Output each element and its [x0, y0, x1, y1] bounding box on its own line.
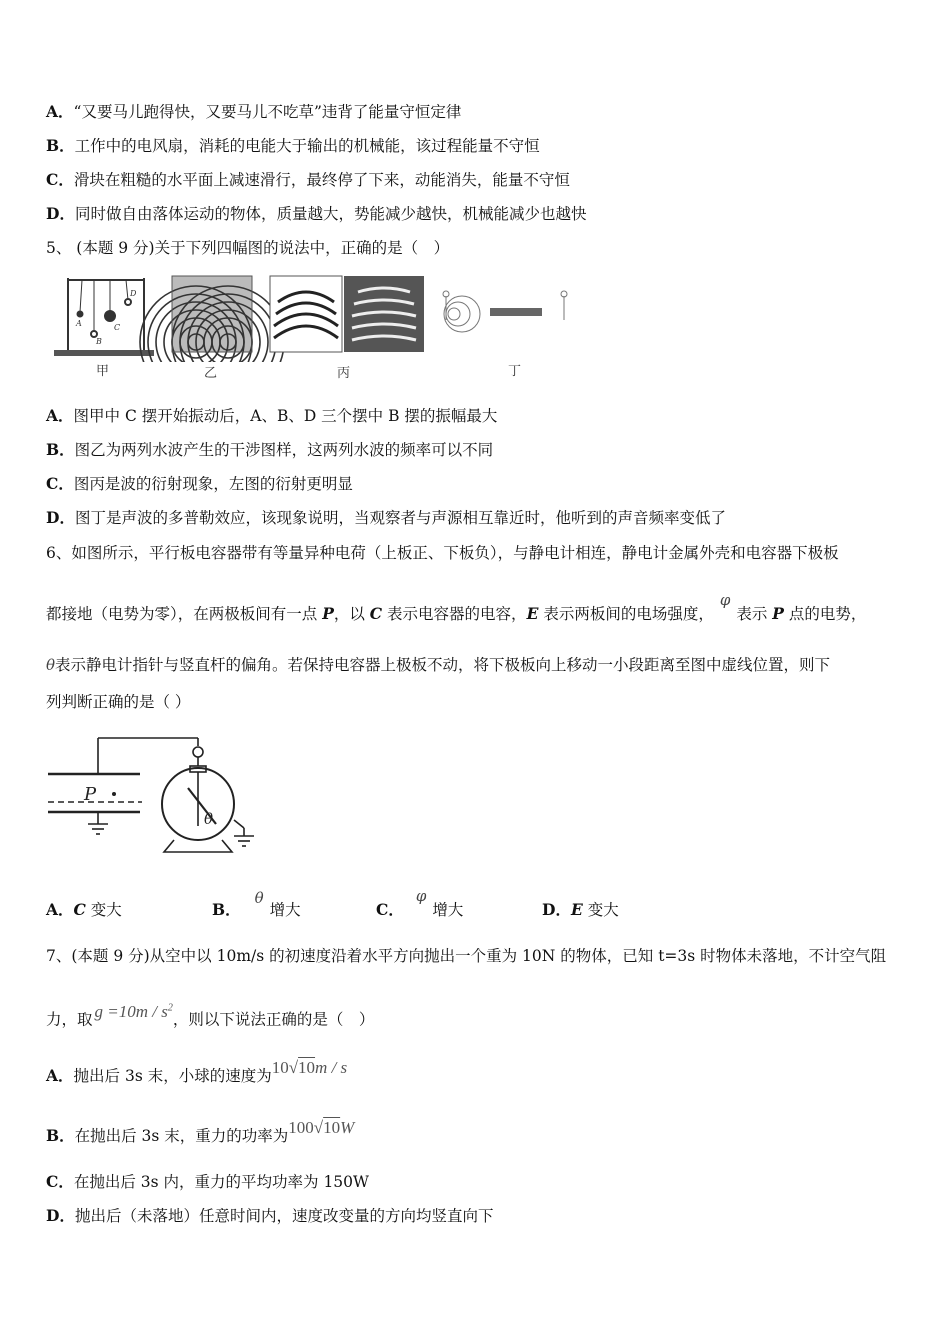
figure-bing-diffraction: [270, 276, 424, 352]
option-letter: A．: [46, 900, 74, 919]
q5-option-d: [46, 508, 726, 528]
option-letter: B．: [46, 1126, 75, 1145]
option-text: 图甲中 C 摆开始振动后，A、B、D 三个摆中 B 摆的振幅最大: [73, 407, 498, 425]
text: 点的电势，: [783, 605, 867, 623]
option-letter: B．: [212, 900, 241, 919]
q4-option-a: [46, 102, 461, 122]
q7-option-d: [46, 1206, 493, 1226]
option-text: 滑块在粗糙的水平面上减速滑行，最终停了下来，动能消失，能量不守恒: [73, 171, 570, 189]
option-math: 10√10m / s: [271, 1058, 348, 1077]
radicand: 10: [323, 1118, 341, 1137]
option-var: θ: [254, 889, 264, 907]
option-text: 在抛出后 3s 内，重力的平均功率为 150W: [73, 1173, 369, 1191]
q7-stem-line1: 7、(本题 9 分)从空中以 10m/s 的初速度沿着水平方向抛出一个重为 10N 的物体，已知 t=3s 时物体未落地，不计空气阻: [46, 947, 887, 965]
q7-option-c: [46, 1172, 369, 1192]
figure-jia-pendulums: [54, 278, 154, 356]
q6-option-a: [46, 898, 122, 920]
text: ，以: [333, 605, 370, 623]
option-letter: C．: [46, 1172, 74, 1191]
option-text: 图丙是波的衍射现象，左图的衍射更明显: [73, 475, 353, 493]
option-text: 抛出后 3s 末，小球的速度为: [73, 1067, 272, 1085]
option-letter: C．: [46, 170, 74, 189]
option-letter: C．: [376, 900, 404, 919]
q4-option-c: [46, 170, 570, 190]
q7-option-b: [46, 1118, 355, 1146]
q6-option-c: [376, 887, 464, 920]
option-text: 同时做自由落体运动的物体，质量越大，势能减少越快，机械能减少也越快: [74, 205, 587, 223]
option-text: 工作中的电风扇，消耗的电能大于输出的机械能，该过程能量不守恒: [74, 137, 540, 155]
radicand: 10: [298, 1058, 316, 1077]
option-letter: B．: [46, 136, 75, 155]
option-math: 100√10W: [288, 1118, 355, 1137]
pendulum-label: A: [76, 319, 82, 328]
figure-yi-interference: [140, 276, 284, 362]
option-letter: A．: [46, 1066, 74, 1085]
q6-stem-line4: 列判断正确的是（ ）: [46, 693, 191, 711]
q7-option-a: [46, 1058, 348, 1086]
figure-label-bing: 丙: [337, 366, 351, 381]
unit: W: [340, 1118, 355, 1137]
option-text: 增大: [269, 901, 301, 919]
unit: m / s: [315, 1058, 348, 1077]
option-var: E: [570, 900, 583, 919]
q6-stem-line3: [46, 655, 830, 675]
pendulum-label: C: [114, 323, 121, 332]
q6-stem-line1: 6、如图所示，平行板电容器带有等量异种电荷（上板正、下板负），与静电计相连，静电计金属外壳和电容器下极板: [46, 544, 839, 562]
coef: 100: [288, 1118, 314, 1137]
q6-option-d: [542, 898, 619, 920]
pendulum-label: D: [130, 289, 137, 298]
q4-option-b: [46, 136, 540, 156]
var-c: C: [369, 604, 383, 623]
option-letter: D．: [46, 204, 75, 223]
figure-label-theta: θ: [204, 810, 214, 828]
q6-capacitor-figure: [48, 732, 264, 860]
figure-label-jia: 甲: [96, 364, 110, 379]
option-letter: A．: [46, 406, 74, 425]
var-p: P: [772, 604, 784, 623]
option-letter: D．: [542, 900, 571, 919]
var-theta: θ: [46, 656, 56, 674]
option-text: “又要马儿跑得快，又要马儿不吃草”违背了能量守恒定律: [73, 103, 462, 121]
option-letter: D．: [46, 1206, 75, 1225]
option-text: 图丁是声波的多普勒效应，该现象说明，当观察者与声源相互靠近时，他听到的声音频率变低了: [74, 509, 726, 527]
figure-label-p: P: [84, 784, 97, 805]
g-expr-text: g =10m / s: [94, 1001, 168, 1021]
q5-option-b: [46, 440, 493, 460]
option-text: 在抛出后 3s 末，重力的功率为: [74, 1127, 289, 1145]
option-letter: C．: [46, 474, 74, 493]
q5-figures: [54, 272, 594, 362]
option-text: 变大: [85, 901, 122, 919]
option-text: 变大: [582, 901, 619, 919]
q7-stem-line2: [46, 1001, 375, 1030]
q6-option-b: [212, 889, 301, 920]
q6-stem-line2: [46, 591, 867, 624]
figure-ding-doppler: [443, 291, 567, 332]
text: 都接地（电势为零），在两极板间有一点: [46, 605, 323, 623]
figure-label-ding: 丁: [508, 364, 522, 379]
text: 表示两板间的电场强度，: [538, 605, 714, 623]
var-p: P: [322, 604, 334, 623]
figure-label-yi: 乙: [204, 366, 218, 381]
option-text: 增大: [432, 901, 464, 919]
g-exp: 2: [167, 1002, 173, 1013]
q5-option-a: [46, 406, 497, 426]
option-text: 抛出后（未落地）任意时间内，速度改变量的方向均竖直向下: [74, 1207, 494, 1225]
coef: 10: [271, 1058, 289, 1077]
option-var: φ: [415, 887, 427, 905]
option-letter: A．: [46, 102, 74, 121]
q5-option-c: [46, 474, 353, 494]
option-var: C: [73, 900, 86, 919]
text: 表示电容器的电容，: [382, 605, 527, 623]
var-e: E: [526, 604, 539, 623]
option-letter: B．: [46, 440, 75, 459]
pendulum-label: B: [96, 337, 102, 346]
text: 表示静电计指针与竖直杆的偏角。若保持电容器上极板不动，将下极板向上移动一小段距离至图中虚线位置，则下: [55, 656, 831, 674]
var-phi: φ: [719, 591, 731, 609]
option-letter: D．: [46, 508, 75, 527]
text: 表示: [736, 605, 773, 623]
text: 力，取: [46, 1010, 93, 1029]
q5-stem: 5、 (本题 9 分)关于下列四幅图的说法中，正确的是（ ）: [46, 239, 450, 257]
option-text: 图乙为两列水波产生的干涉图样，这两列水波的频率可以不同: [74, 441, 494, 459]
text: ，则以下说法正确的是（ ）: [172, 1010, 375, 1029]
q4-option-d: [46, 204, 586, 224]
g-expression: [95, 1002, 173, 1021]
